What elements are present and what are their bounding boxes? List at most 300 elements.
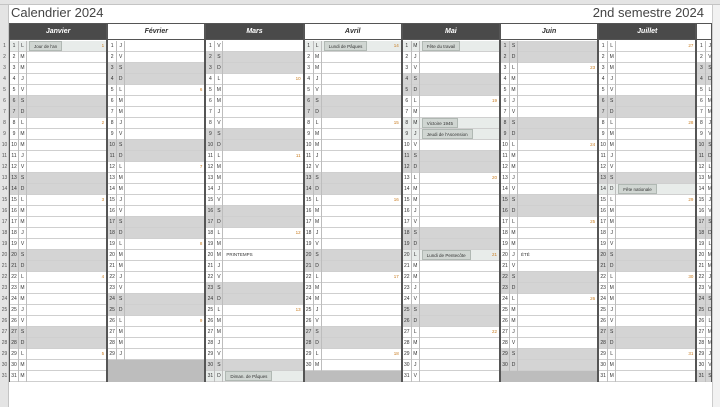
day-number: 28 (501, 338, 510, 349)
day-cell[interactable] (206, 283, 302, 294)
day-cell[interactable] (697, 107, 711, 118)
day-cell[interactable] (108, 261, 204, 272)
day-cell[interactable] (501, 305, 597, 316)
day-cell[interactable] (206, 349, 302, 360)
weekday-letter: D (314, 338, 322, 349)
day-cell[interactable] (108, 338, 204, 349)
day-number: 16 (305, 206, 314, 217)
day-cell[interactable] (599, 74, 695, 85)
day-cell[interactable] (206, 162, 302, 173)
row-number[interactable]: 13 (1, 175, 8, 181)
row-number[interactable]: 14 (1, 186, 8, 192)
day-number: 15 (501, 195, 510, 206)
day-cell[interactable] (10, 151, 106, 162)
day-cell[interactable] (697, 41, 711, 52)
day-cell[interactable] (305, 129, 401, 140)
day-cell[interactable] (206, 239, 302, 250)
day-cell[interactable] (108, 250, 204, 261)
row-number[interactable]: 18 (1, 230, 8, 236)
row-number[interactable]: 22 (1, 274, 8, 280)
day-cell[interactable] (501, 41, 597, 52)
row-number[interactable]: 26 (1, 318, 8, 324)
row-number[interactable]: 15 (1, 197, 8, 203)
day-cell[interactable] (697, 316, 711, 327)
day-cell[interactable] (501, 63, 597, 74)
day-cell[interactable] (697, 371, 711, 382)
day-number: 28 (403, 338, 412, 349)
day-cell[interactable] (206, 272, 302, 283)
day-cell[interactable] (206, 316, 302, 327)
day-cell[interactable] (206, 118, 302, 129)
day-cell[interactable] (403, 294, 499, 305)
day-number: 3 (501, 63, 510, 74)
day-cell[interactable] (599, 349, 695, 360)
day-cell[interactable] (10, 283, 106, 294)
row-header-bar[interactable] (0, 5, 9, 407)
day-cell[interactable] (206, 228, 302, 239)
day-cell[interactable] (10, 173, 106, 184)
day-cell[interactable] (697, 85, 711, 96)
day-cell[interactable] (599, 316, 695, 327)
day-cell[interactable] (206, 151, 302, 162)
day-cell[interactable] (403, 272, 499, 283)
day-cell[interactable] (599, 41, 695, 52)
day-cell[interactable] (599, 239, 695, 250)
day-cell[interactable] (501, 96, 597, 107)
day-cell[interactable] (206, 206, 302, 217)
day-cell[interactable] (501, 338, 597, 349)
day-cell[interactable] (206, 96, 302, 107)
day-cell[interactable] (10, 261, 106, 272)
day-cell[interactable] (403, 96, 499, 107)
day-cell[interactable] (305, 239, 401, 250)
day-cell[interactable] (697, 162, 711, 173)
day-cell[interactable] (10, 250, 106, 261)
month-column (304, 23, 402, 382)
day-cell[interactable] (501, 118, 597, 129)
day-cell[interactable] (599, 305, 695, 316)
day-cell[interactable] (108, 162, 204, 173)
day-cell[interactable] (206, 195, 302, 206)
day-cell[interactable] (108, 173, 204, 184)
row-number[interactable]: 24 (1, 296, 8, 302)
day-cell[interactable] (108, 316, 204, 327)
day-number: 13 (108, 173, 117, 184)
day-cell[interactable] (10, 107, 106, 118)
weekday-letter: D (215, 63, 223, 74)
day-cell[interactable] (599, 250, 695, 261)
day-cell[interactable] (10, 228, 106, 239)
day-cell[interactable] (599, 327, 695, 338)
day-cell[interactable] (599, 217, 695, 228)
day-cell[interactable] (206, 294, 302, 305)
day-cell[interactable] (10, 327, 106, 338)
day-cell[interactable] (501, 173, 597, 184)
day-cell[interactable] (697, 173, 711, 184)
row-number[interactable]: 8 (3, 120, 6, 126)
day-cell[interactable] (403, 140, 499, 151)
weekday-letter: M (706, 338, 714, 349)
day-cell[interactable] (305, 63, 401, 74)
day-cell[interactable] (599, 206, 695, 217)
row-number[interactable]: 7 (3, 109, 6, 115)
day-cell[interactable] (10, 316, 106, 327)
day-cell[interactable] (305, 85, 401, 96)
day-cell[interactable] (305, 173, 401, 184)
day-cell[interactable] (10, 129, 106, 140)
day-cell[interactable] (697, 261, 711, 272)
day-cell[interactable] (206, 184, 302, 195)
day-cell[interactable] (403, 63, 499, 74)
day-cell[interactable] (206, 261, 302, 272)
day-cell[interactable] (599, 338, 695, 349)
day-cell[interactable] (206, 129, 302, 140)
day-cell[interactable] (403, 316, 499, 327)
day-cell[interactable] (697, 184, 711, 195)
day-cell[interactable] (697, 129, 711, 140)
weekday-letter: M (19, 294, 27, 305)
day-cell[interactable] (599, 52, 695, 63)
day-cell[interactable] (599, 261, 695, 272)
day-cell[interactable] (501, 74, 597, 85)
day-cell[interactable] (10, 184, 106, 195)
day-cell[interactable] (697, 96, 711, 107)
day-cell[interactable] (697, 250, 711, 261)
day-cell[interactable] (108, 294, 204, 305)
day-cell[interactable] (501, 272, 597, 283)
day-cell[interactable] (10, 272, 106, 283)
day-cell[interactable] (403, 327, 499, 338)
day-cell[interactable] (697, 349, 711, 360)
weekday-letter: L (19, 349, 27, 360)
row-number[interactable]: 12 (1, 164, 8, 170)
vertical-scrollbar[interactable] (712, 5, 720, 407)
day-cell[interactable] (403, 261, 499, 272)
day-cell[interactable] (305, 184, 401, 195)
day-cell[interactable] (10, 85, 106, 96)
row-number[interactable]: 21 (1, 263, 8, 269)
day-cell[interactable] (403, 85, 499, 96)
day-cell[interactable] (697, 63, 711, 74)
day-cell[interactable] (206, 250, 302, 261)
day-cell[interactable] (403, 173, 499, 184)
day-cell[interactable] (403, 151, 499, 162)
day-cell[interactable] (403, 206, 499, 217)
day-cell[interactable] (599, 85, 695, 96)
day-cell[interactable] (108, 85, 204, 96)
day-cell[interactable] (599, 107, 695, 118)
row-number[interactable]: 10 (1, 142, 8, 148)
day-cell[interactable] (697, 327, 711, 338)
day-cell[interactable] (305, 74, 401, 85)
day-cell[interactable] (206, 85, 302, 96)
day-cell[interactable] (697, 228, 711, 239)
day-cell[interactable] (697, 195, 711, 206)
day-cell[interactable] (501, 52, 597, 63)
day-cell[interactable] (599, 371, 695, 382)
day-cell[interactable] (108, 129, 204, 140)
day-cell[interactable] (10, 41, 106, 52)
day-cell[interactable] (206, 338, 302, 349)
day-cell[interactable] (697, 151, 711, 162)
row-number[interactable]: 11 (1, 153, 8, 159)
day-cell[interactable] (403, 52, 499, 63)
day-cell[interactable] (10, 118, 106, 129)
day-cell[interactable] (501, 294, 597, 305)
row-number[interactable]: 1 (3, 43, 6, 49)
day-number: 27 (403, 327, 412, 338)
day-cell[interactable] (206, 107, 302, 118)
day-cell[interactable] (108, 239, 204, 250)
day-cell[interactable] (697, 294, 711, 305)
day-cell[interactable] (10, 338, 106, 349)
day-cell[interactable] (599, 360, 695, 371)
day-cell[interactable] (501, 239, 597, 250)
day-cell[interactable] (697, 239, 711, 250)
day-cell[interactable] (501, 140, 597, 151)
day-cell[interactable] (403, 283, 499, 294)
day-cell[interactable] (501, 217, 597, 228)
day-number: 5 (697, 85, 706, 96)
day-cell[interactable] (108, 63, 204, 74)
row-number[interactable]: 5 (3, 87, 6, 93)
weekday-letter: L (314, 349, 322, 360)
row-number[interactable]: 16 (1, 208, 8, 214)
day-cell[interactable] (403, 118, 499, 129)
day-cell[interactable] (599, 173, 695, 184)
day-cell[interactable] (599, 140, 695, 151)
day-cell[interactable] (403, 129, 499, 140)
day-cell[interactable] (305, 195, 401, 206)
day-cell[interactable] (599, 184, 695, 195)
day-cell[interactable] (108, 96, 204, 107)
day-cell[interactable] (501, 261, 597, 272)
day-cell[interactable] (697, 118, 711, 129)
weekday-letter: L (314, 195, 322, 206)
day-cell[interactable] (501, 316, 597, 327)
row-number[interactable]: 31 (1, 373, 8, 379)
day-cell[interactable] (305, 327, 401, 338)
day-cell[interactable] (599, 129, 695, 140)
day-cell[interactable] (697, 272, 711, 283)
day-cell[interactable] (305, 261, 401, 272)
day-cell[interactable] (403, 360, 499, 371)
day-cell[interactable] (305, 305, 401, 316)
day-cell[interactable] (305, 162, 401, 173)
day-cell[interactable] (108, 107, 204, 118)
day-cell[interactable] (403, 371, 499, 382)
row-number[interactable]: 9 (3, 131, 6, 137)
day-cell[interactable] (403, 162, 499, 173)
row-number[interactable]: 19 (1, 241, 8, 247)
day-cell[interactable] (10, 305, 106, 316)
day-cell[interactable] (501, 85, 597, 96)
day-cell[interactable] (206, 140, 302, 151)
day-cell[interactable] (305, 228, 401, 239)
day-cell[interactable] (10, 162, 106, 173)
day-cell[interactable] (206, 173, 302, 184)
day-cell[interactable] (403, 250, 499, 261)
day-cell[interactable] (305, 206, 401, 217)
day-cell[interactable] (697, 305, 711, 316)
day-cell[interactable] (403, 239, 499, 250)
day-cell[interactable] (206, 305, 302, 316)
day-cell[interactable] (305, 96, 401, 107)
day-cell[interactable] (108, 272, 204, 283)
day-cell[interactable] (10, 195, 106, 206)
weekday-letter: M (314, 294, 322, 305)
day-cell[interactable] (501, 151, 597, 162)
day-cell[interactable] (501, 184, 597, 195)
row-number[interactable]: 28 (1, 340, 8, 346)
day-cell[interactable] (403, 349, 499, 360)
day-cell[interactable] (10, 349, 106, 360)
day-cell[interactable] (403, 107, 499, 118)
day-number: 18 (501, 228, 510, 239)
day-number: 23 (206, 283, 215, 294)
row-number[interactable]: 4 (3, 76, 6, 82)
day-cell[interactable] (305, 52, 401, 63)
day-cell[interactable] (599, 63, 695, 74)
row-number[interactable]: 6 (3, 98, 6, 104)
day-cell[interactable] (10, 74, 106, 85)
day-cell[interactable] (599, 151, 695, 162)
day-cell[interactable] (108, 151, 204, 162)
day-cell[interactable] (599, 228, 695, 239)
day-cell[interactable] (305, 217, 401, 228)
row-number[interactable]: 20 (1, 252, 8, 258)
day-cell[interactable] (305, 250, 401, 261)
day-cell[interactable] (305, 283, 401, 294)
day-cell[interactable] (697, 206, 711, 217)
day-cell[interactable] (599, 195, 695, 206)
day-cell[interactable] (501, 206, 597, 217)
day-cell[interactable] (206, 371, 302, 382)
day-cell[interactable] (697, 74, 711, 85)
day-cell[interactable] (108, 184, 204, 195)
day-cell[interactable] (403, 228, 499, 239)
day-cell[interactable] (697, 283, 711, 294)
day-cell[interactable] (10, 140, 106, 151)
row-number[interactable]: 23 (1, 285, 8, 291)
day-cell[interactable] (403, 305, 499, 316)
day-cell[interactable] (206, 360, 302, 371)
day-cell[interactable] (10, 52, 106, 63)
day-cell[interactable] (10, 294, 106, 305)
row-number[interactable]: 30 (1, 362, 8, 368)
day-cell[interactable] (206, 41, 302, 52)
day-cell[interactable] (599, 118, 695, 129)
day-cell[interactable] (206, 74, 302, 85)
day-cell[interactable] (697, 360, 711, 371)
day-cell[interactable] (501, 107, 597, 118)
day-cell[interactable] (108, 228, 204, 239)
day-cell[interactable] (206, 63, 302, 74)
day-cell[interactable] (599, 294, 695, 305)
day-cell[interactable] (501, 283, 597, 294)
day-cell[interactable] (403, 74, 499, 85)
day-cell[interactable] (10, 96, 106, 107)
day-cell[interactable] (108, 41, 204, 52)
day-cell[interactable] (108, 327, 204, 338)
day-cell[interactable] (501, 195, 597, 206)
day-cell[interactable] (501, 129, 597, 140)
day-cell[interactable] (501, 349, 597, 360)
day-cell[interactable] (108, 349, 204, 360)
row-number[interactable]: 17 (1, 219, 8, 225)
day-cell[interactable] (501, 360, 597, 371)
day-cell[interactable] (599, 272, 695, 283)
day-cell[interactable] (108, 283, 204, 294)
day-cell[interactable] (305, 151, 401, 162)
day-cell[interactable] (501, 228, 597, 239)
day-cell[interactable] (108, 217, 204, 228)
day-cell[interactable] (108, 52, 204, 63)
day-cell[interactable] (501, 162, 597, 173)
day-cell[interactable] (108, 118, 204, 129)
day-cell[interactable] (206, 52, 302, 63)
row-number[interactable]: 27 (1, 329, 8, 335)
row-number[interactable]: 29 (1, 351, 8, 357)
day-number: 26 (403, 316, 412, 327)
weekday-letter: L (608, 41, 616, 52)
row-number[interactable]: 25 (1, 307, 8, 313)
day-cell[interactable] (108, 140, 204, 151)
day-cell[interactable] (403, 195, 499, 206)
day-number: 19 (305, 239, 314, 250)
day-cell[interactable] (403, 338, 499, 349)
day-cell[interactable] (108, 195, 204, 206)
day-cell[interactable] (10, 63, 106, 74)
day-cell[interactable] (10, 239, 106, 250)
day-cell[interactable] (206, 327, 302, 338)
day-cell[interactable] (305, 316, 401, 327)
day-cell[interactable] (599, 283, 695, 294)
day-cell[interactable] (305, 140, 401, 151)
day-number: 4 (10, 74, 19, 85)
day-cell[interactable] (697, 52, 711, 63)
day-cell[interactable] (305, 349, 401, 360)
day-cell[interactable] (599, 162, 695, 173)
day-cell[interactable] (305, 272, 401, 283)
row-number[interactable]: 2 (3, 54, 6, 60)
day-cell[interactable] (305, 338, 401, 349)
day-cell[interactable] (305, 294, 401, 305)
day-cell[interactable] (305, 41, 401, 52)
day-cell[interactable] (305, 360, 401, 371)
day-cell[interactable] (108, 74, 204, 85)
day-cell[interactable] (697, 217, 711, 228)
day-cell[interactable] (108, 305, 204, 316)
day-cell[interactable] (599, 96, 695, 107)
day-cell[interactable] (10, 360, 106, 371)
day-cell[interactable] (697, 140, 711, 151)
day-cell[interactable] (10, 371, 106, 382)
day-cell[interactable] (501, 327, 597, 338)
day-cell[interactable] (501, 250, 597, 261)
day-cell[interactable] (108, 206, 204, 217)
day-cell[interactable] (305, 118, 401, 129)
day-cell[interactable] (403, 184, 499, 195)
day-cell[interactable] (10, 217, 106, 228)
day-cell[interactable] (403, 41, 499, 52)
day-cell[interactable] (10, 206, 106, 217)
day-cell[interactable] (305, 107, 401, 118)
day-cell[interactable] (697, 338, 711, 349)
row-number[interactable]: 3 (3, 65, 6, 71)
day-cell[interactable] (206, 217, 302, 228)
day-cell[interactable] (403, 217, 499, 228)
